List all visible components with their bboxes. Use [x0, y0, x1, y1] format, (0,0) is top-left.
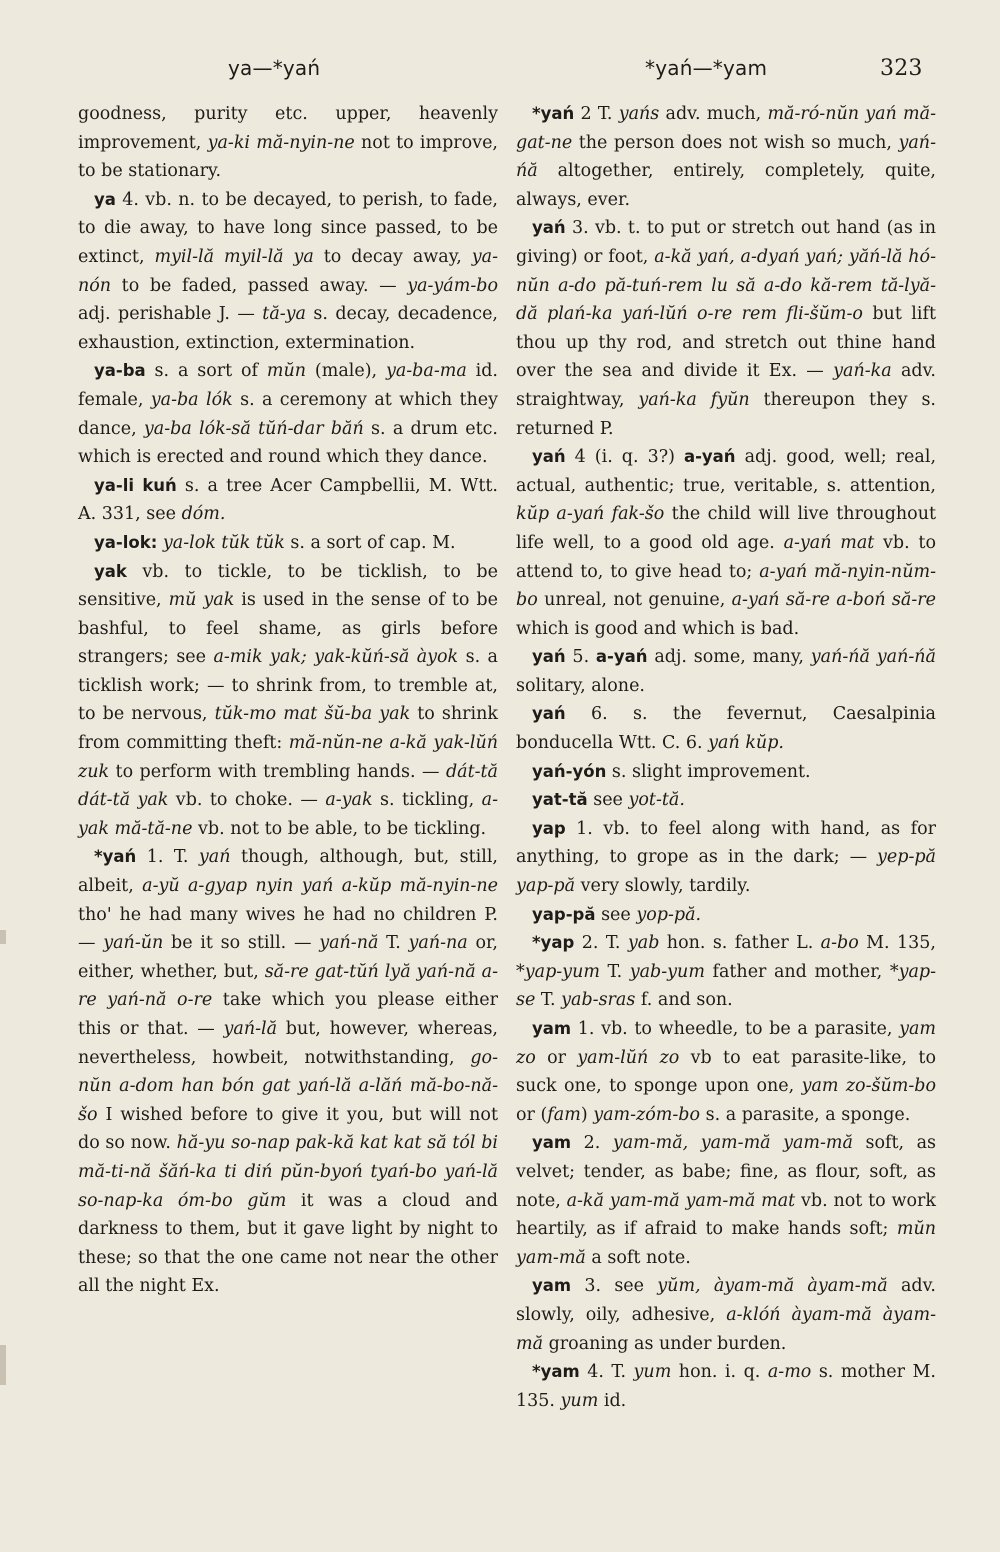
running-head-left: ya—*yań — [228, 56, 321, 80]
entry-headword: *yań — [532, 104, 575, 123]
entry-text: vb to eat parasite-like, to suck one, to sponge upon one, — [516, 1047, 936, 1097]
entry-text: to be faded, passed away. — — [111, 275, 408, 296]
entry-text: ) — [580, 1104, 594, 1125]
entry-text: solitary, alone. — [516, 675, 645, 696]
entry-headword: yań — [532, 647, 566, 667]
entry-text: 2 T. — [574, 104, 619, 124]
entry-example: ya-ki mă-nyin-ne — [207, 132, 355, 153]
entry-example: yańs — [618, 104, 660, 124]
dictionary-entry — [516, 1015, 936, 1129]
entry-headword: yap — [532, 818, 566, 838]
entry-text: father and mother, — [704, 961, 890, 982]
entry-example: tă-ya — [262, 304, 306, 325]
entry-text: 1. vb. to wheedle, to be a parasite, — [571, 1019, 900, 1039]
entry-example: a-yak mă-tă-ne — [78, 790, 498, 839]
entry-text: is used in the sense of to be bashful, to feel shame, as girls before strangers; see — [78, 590, 498, 668]
entry-text: T. — [535, 990, 562, 1011]
entry-text: 4. vb. n. to be decayed, to perish, to fade, to die away, to have long since passed, to be extinct, — [78, 189, 498, 267]
page-edge-mark — [0, 930, 6, 944]
entry-text: s. decay, decadence, exhaustion, extinction, extermination. — [78, 304, 498, 353]
entry-text: 1. vb. to feel along with hand, as for anything, to grope as in the dark; — — [516, 818, 936, 868]
entry-text: s. a sort of — [145, 361, 267, 382]
running-head — [0, 56, 1000, 92]
dictionary-entry — [516, 214, 936, 443]
entry-headword: yam — [532, 1133, 572, 1153]
entry-headword: yat-tă — [532, 790, 588, 810]
entry-headword: a-yań — [683, 447, 736, 467]
entry-example: myil-lă myil-lă ya — [154, 246, 314, 267]
entry-text: adv. straightway, — [516, 361, 936, 410]
entry-example: yam zo — [516, 1019, 936, 1068]
entry-example: a-yak — [325, 790, 373, 811]
entry-headword: yań-yón — [532, 761, 607, 781]
entry-text: thereupon they s. returned P. — [516, 389, 936, 439]
entry-example: dát-tă dát-tă yak — [78, 761, 498, 811]
entry-example: yań-ka — [833, 361, 892, 382]
entry-text: to decay away, — [313, 246, 472, 267]
entry-text: 3. vb. t. to put or stretch out hand (as in giving) or foot, — [516, 218, 936, 267]
dictionary-entry — [516, 815, 936, 901]
entry-headword: *yam — [532, 1362, 580, 1382]
entry-example: yop-pă. — [636, 904, 702, 925]
entry-text: T. — [599, 961, 630, 982]
entry-text: to perform with trembling hands. — — [109, 761, 446, 782]
entry-text: vb. not to work heartily, as if afraid to make hands soft; — [516, 1190, 936, 1240]
dictionary-entry — [78, 558, 498, 844]
entry-headword: yap-pă — [532, 904, 596, 924]
entry-headword: yań — [532, 218, 566, 238]
entry-example: ya-yám-bo — [407, 275, 498, 296]
entry-text: id. female, — [78, 361, 498, 410]
entry-example: yab — [627, 933, 660, 954]
entry-text: not to improve, to be stationary. — [78, 132, 498, 182]
entry-example: a-kă yam-mă yam-mă mat — [566, 1190, 796, 1211]
entry-example: a-yań să-re a-boń să-re — [731, 590, 936, 611]
entry-headword: yak — [94, 561, 127, 581]
entry-text: M. 135, — [858, 933, 936, 954]
entry-example: să-re gat-tŭń lyă yań-nă a-re yań-nă o-re — [78, 961, 498, 1011]
dictionary-entry — [78, 100, 498, 186]
entry-example: hă-yu so-nap pak-kă kat kat să tól bi mă-ti-nă šăń-ka ti diń pŭn-byoń tyań-bo yań-lă so-nap-ka óm-bo gŭm — [78, 1133, 499, 1211]
entry-text: or — [535, 1047, 578, 1068]
entry-example: dóm. — [181, 504, 226, 525]
entry-text: 2. — [571, 1133, 613, 1154]
entry-text: vb. to attend to, to give head to; — [516, 532, 936, 582]
entry-text: though, although, but, still, albeit, — [78, 847, 498, 897]
entry-text: 6. s. the fevernut, Caesalpinia bonducella Wtt. C. 6. — [516, 704, 936, 754]
entry-headword: yam — [532, 1019, 572, 1038]
dictionary-entry — [78, 357, 498, 471]
entry-example: a-mik yak; yak-kŭń-să àyok — [213, 647, 459, 668]
entry-text: s. a ticklish work; — to shrink from, to tremble at, to be nervous, — [78, 647, 498, 725]
page-number: 323 — [880, 56, 923, 81]
entry-text: adj. some, many, — [647, 647, 811, 668]
entry-text: a soft note. — [585, 1247, 691, 1268]
entry-example: yŭm, àyam-mă àyam-mă — [657, 1276, 888, 1297]
entry-example: yań-ka fyŭn — [638, 389, 750, 410]
entry-text: but, however, whereas, nevertheless, howbeit, notwithstanding, — [78, 1019, 498, 1068]
entry-example: yam-mă, yam-mă yam-mă — [612, 1133, 853, 1154]
entry-example: kŭp a-yań fak-šo — [516, 504, 665, 525]
entry-text: but lift thou up thy rod, and stretch out thine hand over the sea and divide it Ex. — — [516, 304, 936, 382]
entry-headword: a-yań — [595, 647, 648, 667]
entry-text: 4 (i. q. 3?) — [565, 447, 684, 468]
entry-example: yum — [633, 1362, 672, 1383]
entry-example: yam zo-šŭm-bo — [801, 1076, 936, 1097]
entry-headword: ya-ba — [94, 361, 146, 381]
entry-example: yań-na — [408, 933, 468, 954]
entry-text: 4. T. — [579, 1362, 634, 1383]
entry-text: altogether, entirely, completely, quite, always, ever. — [516, 161, 936, 210]
dictionary-entry — [516, 1272, 936, 1358]
entry-example: yań-ńă yań-ńă — [810, 647, 936, 668]
entry-headword: ya-li kuń — [94, 475, 177, 495]
entry-example: tŭk-mo mat šŭ-ba yak — [214, 704, 411, 725]
entry-headword: ya-lok: — [94, 532, 158, 552]
right-column — [516, 100, 936, 1415]
entry-text: soft, as velvet; tender, as babe; fine, as flour, soft, as note, — [516, 1133, 936, 1211]
entry-text: id. — [598, 1390, 627, 1411]
entry-text: tho' he had many wives he had no children P. — — [78, 904, 498, 954]
entry-text: s. a parasite, a sponge. — [700, 1104, 911, 1125]
entry-text: 1. T. — [136, 847, 199, 868]
entry-example: a-yań mat — [783, 532, 875, 553]
entry-example: yep-pă yap-pă — [516, 847, 936, 897]
running-head-right: *yań—*yam — [645, 56, 768, 80]
entry-text: it was a cloud and darkness to them, but it gave light by night to these; so that the one came not near the other all the night Ex. — [78, 1190, 498, 1297]
entry-text: f. and son. — [635, 990, 733, 1011]
entry-headword: *yań — [94, 847, 137, 867]
entry-text: very slowly, tardily. — [575, 876, 751, 897]
entry-example: a-mo — [767, 1362, 812, 1383]
entry-example: mŭ yak — [168, 590, 235, 611]
entry-text: adj. good, well; real, actual, authentic; true, veritable, s. attention, — [516, 447, 937, 496]
entry-example: a-bo — [820, 933, 859, 954]
entry-headword: ya — [94, 189, 116, 209]
entry-text: goodness, purity etc. upper, heavenly improvement, — [78, 104, 498, 153]
entry-example: yam-zóm-bo — [593, 1104, 701, 1125]
entry-headword: yań — [532, 447, 566, 467]
entry-text: s. a drum etc. which is erected and round which they dance. — [78, 418, 498, 468]
dictionary-entry — [516, 901, 936, 930]
entry-example: a-yŭ a-gyap nyin yań a-kŭp mă-nyin-ne — [142, 876, 498, 897]
entry-text: 5. — [565, 647, 596, 668]
entry-example: yań-lă — [223, 1019, 278, 1039]
entry-example: ya-ba lók — [150, 389, 233, 410]
left-column — [78, 100, 498, 1301]
entry-text: T. — [378, 933, 409, 954]
entry-text: the person does not wish so much, — [572, 132, 899, 153]
entry-example: ya-ba-ma — [385, 361, 467, 382]
entry-text: I wished before to give it you, but will not do so now. — [78, 1104, 498, 1154]
entry-text: which is good and which is bad. — [516, 618, 800, 639]
entry-example: yań-ńă — [516, 132, 936, 182]
page-edge-mark — [0, 1345, 6, 1385]
dictionary-entry — [78, 843, 498, 1301]
entry-example: a-klóń àyam-mă àyam-mă — [516, 1304, 936, 1354]
entry-text: be it so still. — — [163, 933, 320, 954]
entry-text: to shrink from committing theft: — [78, 704, 498, 754]
entry-example: ya-nón — [78, 246, 498, 296]
entry-text: see — [587, 790, 629, 811]
entry-text: s. a tree Acer Campbellii, M. Wtt. A. 331, see — [78, 475, 498, 525]
entry-text: the child will live throughout life well, to a good old age. — [516, 504, 937, 553]
entry-example: yam-lŭń zo — [577, 1047, 680, 1068]
entry-text: s. tickling, — [372, 790, 482, 811]
dictionary-entry — [516, 700, 936, 757]
entry-text: 3. see — [571, 1276, 658, 1297]
dictionary-entry — [516, 100, 936, 214]
entry-text: unreal, not genuine, — [537, 590, 732, 611]
entry-text: s. slight improvement. — [606, 761, 811, 782]
entry-example: mŭn — [266, 361, 307, 382]
entry-text: s. a ceremony at which they dance, — [78, 389, 499, 439]
entry-text: vb. to choke. — — [168, 790, 326, 811]
dictionary-entry — [78, 472, 498, 529]
entry-example: yab-sras — [561, 990, 636, 1011]
entry-text: vb. to tickle, to be ticklish, to be sensitive, — [78, 561, 498, 611]
dictionary-entry — [516, 929, 936, 1015]
dictionary-entry — [516, 643, 936, 700]
dictionary-entry — [516, 1129, 936, 1272]
entry-text: hon. s. father L. — [659, 933, 821, 954]
entry-text: or ( — [516, 1104, 548, 1125]
entry-example: ya-ba lók-să tŭń-dar băń — [143, 418, 364, 439]
entry-example: *yap-se — [516, 961, 936, 1011]
entry-headword: yań — [532, 704, 566, 724]
entry-text: vb. not to be able, to be tickling. — [192, 818, 487, 839]
dictionary-entry — [78, 529, 498, 558]
entry-text: s. mother M. 135. — [516, 1362, 936, 1411]
entry-example: mŭn yam-mă — [516, 1219, 936, 1268]
entry-headword: *yap — [532, 933, 575, 953]
dictionary-entry — [78, 186, 498, 358]
entry-text: groaning as under burden. — [543, 1333, 787, 1354]
entry-text: s. a sort of cap. M. — [284, 532, 456, 553]
entry-text: see — [595, 904, 637, 925]
entry-text: 2. T. — [574, 933, 628, 954]
entry-example: fam — [547, 1104, 581, 1125]
entry-example: yań kŭp. — [708, 733, 784, 754]
entry-example: yot-tă. — [628, 790, 685, 811]
entry-text: take which you please either this or that. — — [78, 990, 498, 1039]
entry-example: a-kă yań, a-dyań yań; yăń-lă hó-nŭn a-do pă-tuń-rem lu să a-do kă-rem tă-lyă-dă plań-ka yań-lŭń o-re rem fli-šŭm-o — [516, 246, 936, 325]
entry-text: (male), — [306, 361, 386, 382]
entry-text: adv. slowly, oily, adhesive, — [516, 1276, 936, 1325]
entry-example: yab-yum — [629, 961, 705, 982]
entry-text: hon. i. q. — [671, 1362, 768, 1383]
entry-example: go-nŭn a-dom han bón gat yań-lă a-lăń mă-bo-nă-šo — [78, 1047, 498, 1125]
entry-example: yań-ŭn — [103, 933, 164, 954]
entry-example: *yap-yum — [516, 961, 600, 982]
entry-example: mă-ró-nŭn yań mă-gat-ne — [516, 104, 936, 153]
dictionary-entry — [516, 443, 936, 643]
entry-example: yań-nă — [319, 933, 379, 954]
entry-headword: yam — [532, 1276, 572, 1296]
entry-example: ya-lok tŭk tŭk — [162, 532, 285, 553]
entry-example: a-yań mă-nyin-nŭm-bo — [516, 561, 936, 611]
entry-text: adv. much, — [659, 104, 768, 124]
dictionary-entry — [516, 786, 936, 815]
entry-example: yum — [560, 1390, 599, 1411]
entry-text: or, either, whether, but, — [78, 933, 498, 982]
dictionary-entry — [516, 1358, 936, 1415]
entry-example: mă-nŭn-ne a-kă yak-lŭń zuk — [78, 733, 498, 782]
entry-example: yań — [198, 847, 231, 868]
entry-text: adj. perishable J. — — [78, 304, 263, 325]
dictionary-entry — [516, 758, 936, 787]
